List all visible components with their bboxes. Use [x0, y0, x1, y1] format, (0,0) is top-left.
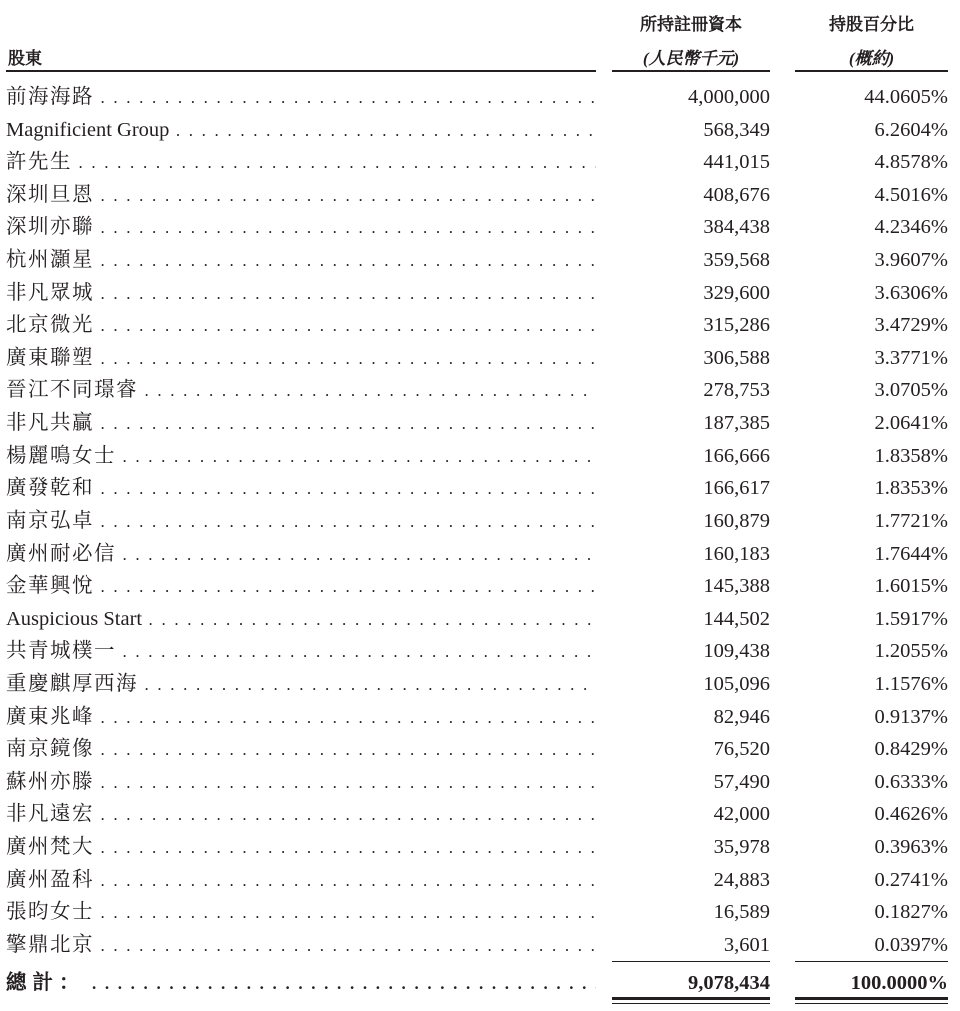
registered-capital: 105,096 [703, 672, 770, 695]
header-rule-shareholder [6, 70, 596, 72]
total-label: 總計： . . . [6, 966, 596, 1001]
shareholder-name: 廣發乾和 . . . [6, 472, 596, 506]
shareholding-percent: 1.2055% [874, 640, 948, 663]
registered-capital: 16,589 [713, 901, 770, 924]
registered-capital: 82,946 [713, 705, 770, 728]
total-double-rule-capital-bottom [612, 1003, 770, 1004]
shareholding-percent: 0.9137% [874, 705, 948, 728]
shareholding-percent: 1.1576% [874, 672, 948, 695]
shareholder-name: 廣州梵大 . . . [6, 831, 596, 865]
table-row [0, 440, 960, 473]
shareholder-name: Magnificient Group . . . [6, 114, 596, 148]
shareholding-percent: 0.2741% [874, 868, 948, 891]
table-row [0, 733, 960, 766]
shareholding-percent: 1.5917% [874, 607, 948, 630]
shareholding-percent: 1.8353% [874, 477, 948, 500]
registered-capital: 35,978 [713, 836, 770, 859]
shareholder-name: 共青城樸一 . . . [6, 635, 596, 669]
shareholder-name: 南京弘卓 . . . [6, 505, 596, 539]
total-capital: 9,078,434 [688, 972, 770, 994]
shareholder-name: 張昀女士 . . . [6, 896, 596, 930]
total-percent: 100.0000% [850, 972, 948, 994]
table-row [0, 277, 960, 310]
registered-capital: 384,438 [703, 216, 770, 239]
subtotal-rule-capital [612, 961, 770, 962]
shareholding-percent: 3.3771% [874, 346, 948, 369]
shareholder-name: 晉江不同璟睿 . . . [6, 374, 596, 408]
shareholder-name: 非凡遠宏 . . . [6, 798, 596, 832]
registered-capital: 441,015 [703, 151, 770, 174]
shareholding-percent: 0.0397% [874, 933, 948, 956]
registered-capital: 166,617 [703, 477, 770, 500]
table-row [0, 374, 960, 407]
shareholding-percent: 1.7644% [874, 542, 948, 565]
table-row [0, 701, 960, 734]
total-row [0, 966, 960, 1000]
registered-capital: 145,388 [703, 575, 770, 598]
shareholder-name: 楊麗鳴女士 . . . [6, 440, 596, 474]
registered-capital: 24,883 [713, 868, 770, 891]
shareholder-name: 深圳旦恩 . . . [6, 179, 596, 213]
table-row [0, 407, 960, 440]
table-row [0, 668, 960, 701]
header-shareholder: 股東 [8, 49, 42, 68]
registered-capital: 408,676 [703, 183, 770, 206]
shareholding-percent: 6.2604% [874, 118, 948, 141]
shareholder-name: 南京鏡像 . . . [6, 733, 596, 767]
subtotal-rule-percent [795, 961, 948, 962]
table-row [0, 929, 960, 962]
shareholding-percent: 4.8578% [874, 151, 948, 174]
shareholder-name: 重慶麒厚西海 . . . [6, 668, 596, 702]
shareholder-name: 許先生 . . . [6, 146, 596, 180]
registered-capital: 306,588 [703, 346, 770, 369]
registered-capital: 568,349 [703, 118, 770, 141]
shareholder-name: 前海海路 . . . [6, 81, 596, 115]
shareholder-name: 非凡共贏 . . . [6, 407, 596, 441]
shareholder-name: 深圳亦聯 . . . [6, 211, 596, 245]
shareholding-percent: 1.6015% [874, 575, 948, 598]
registered-capital: 144,502 [703, 607, 770, 630]
registered-capital: 76,520 [713, 738, 770, 761]
registered-capital: 57,490 [713, 770, 770, 793]
registered-capital: 329,600 [703, 281, 770, 304]
shareholding-percent: 1.7721% [874, 509, 948, 532]
shareholding-percent: 3.0705% [874, 379, 948, 402]
total-double-rule-capital-top [612, 997, 770, 1000]
table-row [0, 798, 960, 831]
shareholding-percent: 0.6333% [874, 770, 948, 793]
shareholding-percent: 2.0641% [874, 412, 948, 435]
shareholder-name: 北京微光 . . . [6, 309, 596, 343]
shareholding-percent: 44.0605% [864, 86, 948, 108]
table-row [0, 472, 960, 505]
table-row [0, 309, 960, 342]
registered-capital: 166,666 [703, 444, 770, 467]
registered-capital: 315,286 [703, 314, 770, 337]
registered-capital: 3,601 [723, 933, 770, 956]
shareholder-name: 廣州盈科 . . . [6, 864, 596, 898]
registered-capital: 278,753 [703, 379, 770, 402]
registered-capital: 42,000 [713, 803, 770, 826]
registered-capital: 359,568 [703, 249, 770, 272]
shareholding-percent: 0.4626% [874, 803, 948, 826]
header-capital-line1: 所持註冊資本 [640, 15, 742, 34]
header-percent-line1: 持股百分比 [829, 15, 914, 34]
registered-capital: 109,438 [703, 640, 770, 663]
table-row [0, 570, 960, 603]
header-percent-line2: (概約) [848, 49, 895, 68]
registered-capital: 187,385 [703, 412, 770, 435]
shareholder-name: 蘇州亦滕 . . . [6, 766, 596, 800]
table-row [0, 342, 960, 375]
table-row [0, 896, 960, 929]
table-row [0, 505, 960, 538]
shareholding-percent: 0.1827% [874, 901, 948, 924]
shareholding-percent: 3.6306% [874, 281, 948, 304]
shareholder-name: 擎鼎北京 . . . [6, 929, 596, 963]
shareholder-name: 杭州灝星 . . . [6, 244, 596, 278]
table-row [0, 146, 960, 179]
table-row [0, 179, 960, 212]
shareholding-percent: 0.8429% [874, 738, 948, 761]
table-row [0, 864, 960, 897]
table-row [0, 244, 960, 277]
table-row [0, 603, 960, 636]
header-rule-capital [612, 70, 770, 72]
table-row [0, 766, 960, 799]
table-row [0, 831, 960, 864]
shareholder-name: 金華興悅 . . . [6, 570, 596, 604]
registered-capital: 4,000,000 [688, 86, 770, 108]
registered-capital: 160,879 [703, 509, 770, 532]
table-row [0, 114, 960, 147]
shareholding-percent: 4.2346% [874, 216, 948, 239]
shareholding-percent: 4.5016% [874, 183, 948, 206]
shareholder-name: Auspicious Start . . . [6, 603, 596, 637]
header-rule-percent [795, 70, 948, 72]
table-body [0, 81, 960, 961]
total-double-rule-percent-top [795, 997, 948, 1000]
registered-capital: 160,183 [703, 542, 770, 565]
shareholding-percent: 3.4729% [874, 314, 948, 337]
shareholding-percent: 1.8358% [874, 444, 948, 467]
total-double-rule-percent-bottom [795, 1003, 948, 1004]
shareholder-name: 非凡眾城 . . . [6, 277, 596, 311]
table-row [0, 538, 960, 571]
shareholder-name: 廣東兆峰 . . . [6, 701, 596, 735]
shareholding-percent: 0.3963% [874, 836, 948, 859]
shareholding-percent: 3.9607% [874, 249, 948, 272]
table-row [0, 635, 960, 668]
shareholder-name: 廣州耐必信 . . . [6, 538, 596, 572]
header-capital-line2: (人民幣千元) [642, 49, 740, 68]
table-row [0, 81, 960, 114]
table-row [0, 211, 960, 244]
shareholder-name: 廣東聯塑 . . . [6, 342, 596, 376]
